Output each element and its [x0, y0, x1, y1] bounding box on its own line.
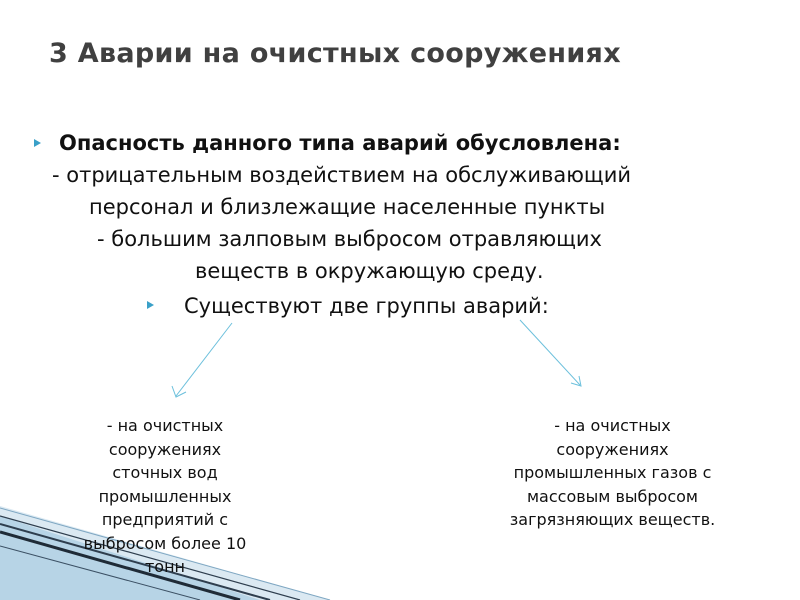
body-line-4: веществ в окружающую среду. — [195, 259, 544, 283]
group-left: - на очистных сооружениях сточных вод промышленных предприятий с выбросом более 10 тонн — [83, 416, 247, 576]
right-arrow-line — [520, 320, 580, 385]
bullet-icon — [34, 139, 41, 147]
group-right: - на очистных сооружениях промышленных газов с массовым выбросом загрязняющих веществ. — [509, 416, 716, 529]
slide-title: 3 Аварии на очистных сооружениях — [49, 38, 621, 69]
body-heading: Опасность данного типа аварий обусловлена: — [59, 131, 621, 155]
body-line-3: - большим залповым выбросом отравляющих — [97, 227, 602, 251]
groups-intro: Существуют две группы аварий: — [184, 294, 549, 318]
left-arrow-line — [176, 323, 232, 396]
bullet-icon — [147, 301, 154, 309]
body-line-1: - отрицательным воздействием на обслуживающий — [52, 163, 632, 187]
body-line-2: персонал и близлежащие населенные пункты — [89, 195, 606, 219]
